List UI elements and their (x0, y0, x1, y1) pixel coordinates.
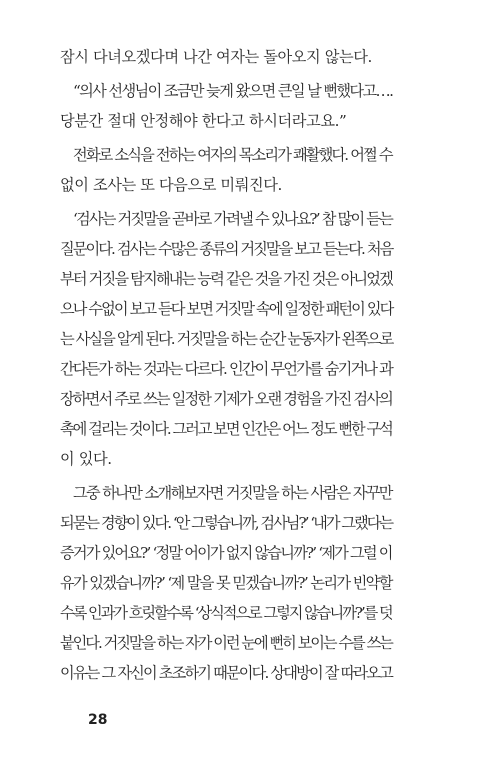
text-line: 잠시 다녀오겠다며 나간 여자는 돌아오지 않는다. (60, 48, 372, 66)
text-line: 없이 조사는 또 다음으로 미뤄진다. (60, 176, 282, 194)
text-line: 이유는 그 자신이 초조하기 때문이다. 상대방이 잘 따라오고 (60, 664, 392, 682)
text-line: 붙인다. 거짓말을 하는 자가 이런 눈에 뻔히 보이는 수를 쓰는 (60, 634, 392, 652)
text-line: 이 있다. (60, 450, 112, 468)
text-line: 는 사실을 알게 된다. 거짓말을 하는 순간 눈동자가 왼쪽으로 (60, 330, 393, 348)
text-line: 수록 인과가 흐릿할수록 ‘상식적으로 그렇지 않습니까?’를 덧 (60, 604, 392, 622)
body-text (60, 42, 392, 688)
text-line: 간다든가 하는 것과는 다르다. 인간이 무언가를 숨기거나 과 (60, 360, 392, 378)
text-line: “의사 선생님이 조금만 늦게 왔으면 큰일 날 뻔했다고…. (73, 82, 393, 100)
text-line: 증거가 있어요?’ ‘정말 어이가 없지 않습니까?’ ‘제가 그럴 이 (60, 544, 392, 562)
text-line: ‘검사는 거짓말을 곧바로 가려낼 수 있나요?’ 참 많이 듣는 (73, 210, 392, 228)
text-line: 장하면서 주로 쓰는 일정한 기제가 오랜 경험을 가진 검사의 (60, 390, 392, 408)
text-line: 당분간 절대 안정해야 한다고 하시더라고요.” (60, 112, 347, 130)
text-line: 전화로 소식을 전하는 여자의 목소리가 쾌활했다. 어쩔 수 (73, 146, 392, 164)
text-line: 질문이다. 검사는 수많은 종류의 거짓말을 보고 듣는다. 처음 (60, 240, 393, 258)
text-line: 유가 있겠습니까?’ ‘제 말을 못 믿겠습니까?’ 논리가 빈약할 (60, 574, 392, 592)
text-line: 되묻는 경향이 있다. ‘안 그렇습니까, 검사님?’ ‘내가 그랬다는 (60, 514, 393, 532)
page-number: 28 (88, 712, 108, 728)
text-line: 으나 수없이 보고 듣다 보면 거짓말 속에 일정한 패턴이 있다 (60, 300, 393, 318)
text-line: 부터 거짓을 탐지해내는 능력 같은 것을 가진 것은 아니었겠 (60, 270, 392, 288)
text-line: 촉에 걸리는 것이다. 그러고 보면 인간은 어느 정도 뻔한 구석 (60, 420, 392, 438)
text-line: 그중 하나만 소개해보자면 거짓말을 하는 사람은 자꾸만 (73, 484, 392, 502)
